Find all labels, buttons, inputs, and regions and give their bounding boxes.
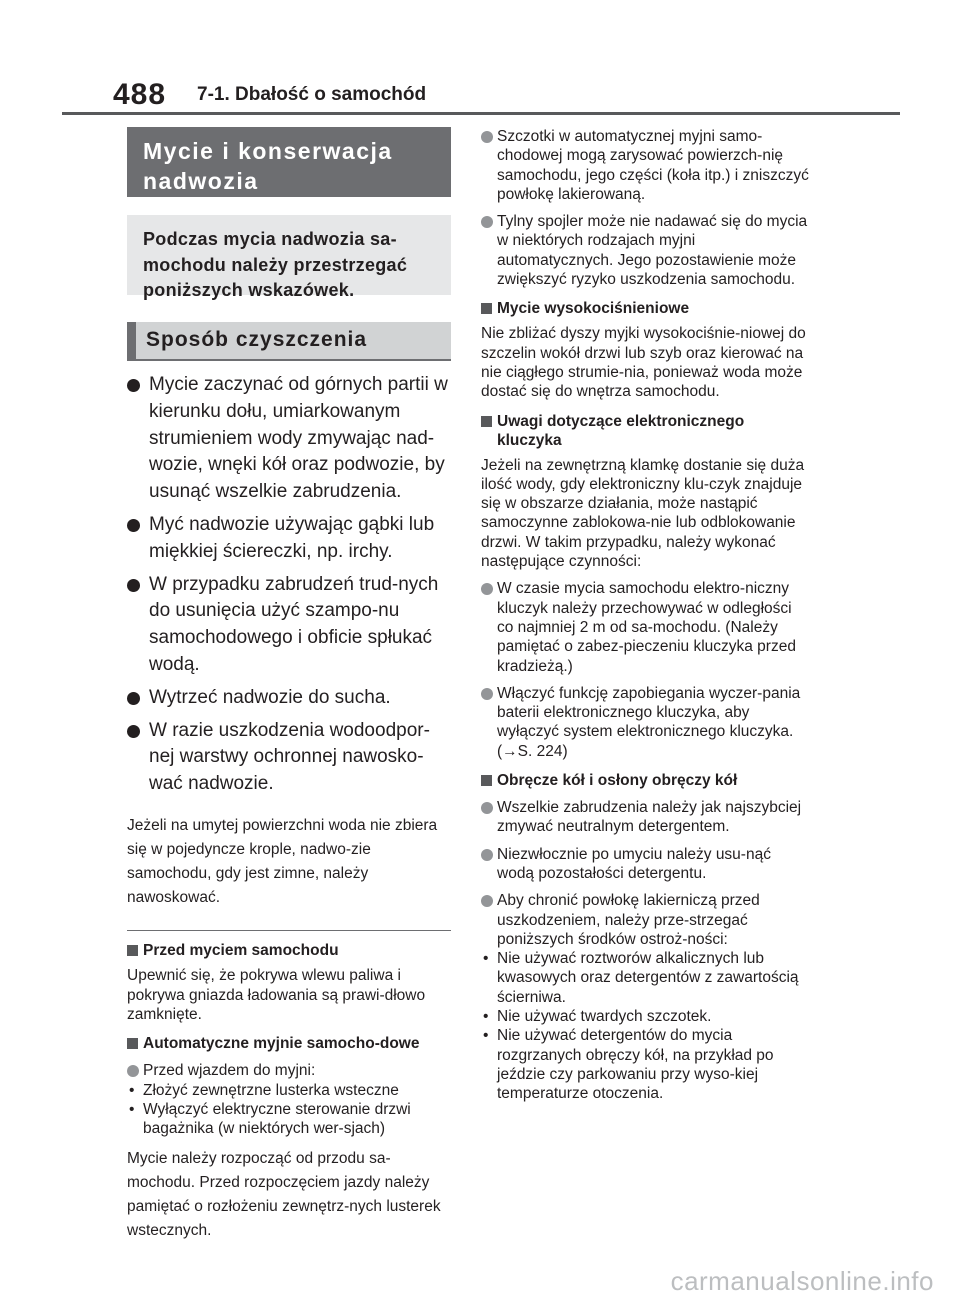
sub-list-item: • Nie używać twardych szczotek. (483, 1007, 712, 1025)
list-item: Wszelkie zabrudzenia należy jak najszybciej zmywać neutralnym detergentem. (481, 798, 811, 837)
bullet-icon (127, 1065, 139, 1077)
heading-rims: Obręcze kół i osłony obręczy kół (481, 771, 811, 790)
before-wash-text: Upewnić się, że pokrywa wlewu paliwa i pokrywa gniazda ładowania są prawi-dłowo zamknięte. (127, 967, 426, 1024)
header-divider (62, 112, 900, 115)
sub-list-item: • Wyłączyć elektryczne sterowanie drzwi bagażnika (w niektórych wer-sjach) (129, 1100, 411, 1138)
list-item: W czasie mycia samochodu elektro-niczny kluczyk należy przechowywać w odległości co najmniej 2 m od sa-mochodu. (Należy pamiętać o zabez-pieczeniu kluczyka przed kradzieżą.) (481, 579, 811, 675)
chapter-title: Mycie i konserwacja nadwozia (127, 127, 451, 197)
section-title: 7-1. Dbałość o samochód (197, 84, 427, 105)
wax-note: Jeżeli na umytej powierzchni woda nie zbiera się w pojedyncze krople, nadwo-zie samochodu, gdy jest zimne, należy nawoskować. (127, 816, 438, 906)
bullet-icon (127, 379, 140, 392)
square-bullet-icon (481, 775, 492, 786)
bullet-icon (481, 583, 493, 595)
bullet-icon (481, 216, 493, 228)
heading-auto-wash: Automatyczne myjnie samocho-dowe (127, 1034, 451, 1053)
square-bullet-icon (127, 945, 138, 956)
list-item: Tylny spojler może nie nadawać się do mycia w niektórych rodzajach myjni automatycznych. Jego pozostawienie może zwiększyć ryzyko uszkodzenia samochodu. (481, 212, 811, 289)
list-item: Włączyć funkcję zapobiegania wyczer-pania baterii elektronicznego kluczyka, aby wyłączyć system elektronicznego kluczyka. (→S. 224) (481, 684, 811, 761)
bullet-icon (481, 895, 493, 907)
list-item: W razie uszkodzenia wodoodpor-nej warstwy ochronnej nawosko-wać nadwozie. (127, 718, 451, 798)
bullet-icon (481, 849, 493, 861)
list-item: Mycie zaczynać od górnych partii w kierunku dołu, umiarkowanym strumieniem wody zmywając nad-wozie, wnęki kół oraz podwozie, by usunąć wszelkie zabrudzenia. (127, 372, 451, 506)
left-column (127, 127, 451, 1243)
bullet-icon (127, 519, 140, 532)
list-item: Niezwłocznie po umyciu należy usu-nąć wodą pozostałości detergentu. (481, 845, 811, 884)
sub-list-item: • Złożyć zewnętrzne lusterka wsteczne (129, 1081, 399, 1099)
bullet-icon (481, 802, 493, 814)
bullet-icon (481, 688, 493, 700)
right-column (481, 127, 811, 1103)
page-number: 488 (113, 78, 167, 111)
square-bullet-icon (481, 416, 492, 427)
heading-electronic-key: Uwagi dotyczące elektronicznego kluczyka (481, 412, 811, 450)
list-item: Szczotki w automatycznej myjni samo-chodowej mogą zarysować powierzch-nię samochodu, jego części (koła itp.) i zniszczyć powłokę lakierowaną. (481, 127, 811, 204)
bullet-icon (127, 692, 140, 705)
heading-before-wash: Przed myciem samochodu (127, 941, 451, 960)
list-item: Aby chronić powłokę lakierniczą przed uszkodzeniem, należy prze-strzegać poniższych środków ostroż-ności: (481, 891, 811, 949)
square-bullet-icon (127, 1038, 138, 1049)
list-item: Myć nadwozie używając gąbki lub miękkiej ściereczki, np. irchy. (127, 512, 451, 566)
sub-list-item: • Nie używać detergentów do mycia rozgrzanych obręczy kół, na przykład po jeździe czy parkowaniu przy wyso-kiej temperaturze otoczenia. (483, 1027, 774, 1103)
cleaning-steps (127, 372, 451, 798)
subheading-cleaning: Sposób czyszczenia (127, 322, 451, 359)
subheading-rule (127, 359, 451, 361)
list-item: Przed wjazdem do myjni: (127, 1061, 451, 1080)
bullet-icon (127, 579, 140, 592)
section-divider (127, 930, 451, 932)
sub-list-item: • Nie używać roztworów alkalicznych lub kwasowych oraz detergentów z zawartością ścierniwa. (483, 950, 799, 1006)
list-item: W przypadku zabrudzeń trud-nych do usunięcia użyć szampo-nu samochodowego i obficie spłukać wodą. (127, 572, 451, 679)
square-bullet-icon (481, 303, 492, 314)
high-pressure-text: Nie zbliżać dyszy myjki wysokociśnie-niowej do szczelin wokół drzwi lub szyb oraz kierować na nie ciągłego strumie-nia, ponieważ woda może dostać się do wnętrza samochodu. (481, 325, 806, 401)
heading-high-pressure: Mycie wysokociśnieniowe (481, 299, 811, 318)
list-item: Wytrzeć nadwozie do sucha. (127, 685, 451, 712)
bullet-icon (127, 725, 140, 738)
bullet-icon (481, 131, 493, 143)
page-header (0, 0, 960, 120)
electronic-key-text: Jeżeli na zewnętrzną klamkę dostanie się duża ilość wody, gdy elektroniczny klu-czyk znajduje się w obszarze działania, może nastąpić samoczynne zablokowa-nie lub odblokowanie drzwi. W takim przypadku, należy wykonać następujące czynności: (481, 456, 805, 571)
auto-wash-after-text: Mycie należy rozpocząć od przodu sa-mochodu. Przed rozpoczęciem jazdy należy pamiętać o rozłożeniu zewnętrz-nych lusterek wstecznych. (127, 1149, 441, 1239)
intro-box: Podczas mycia nadwozia sa-mochodu należy przestrzegać poniższych wskazówek. (127, 215, 451, 295)
watermark: carmanualsonline.info (670, 1266, 934, 1296)
